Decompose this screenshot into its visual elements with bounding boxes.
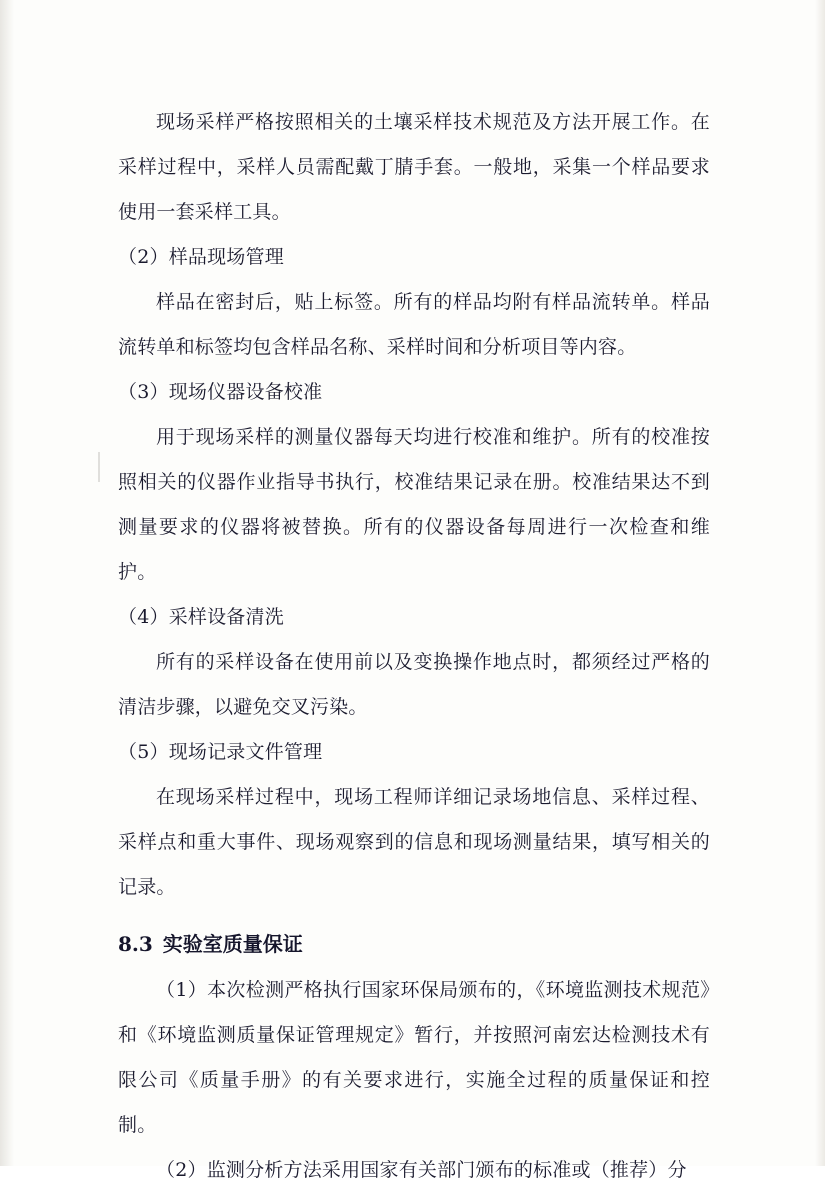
paragraph: 用于现场采样的测量仪器每天均进行校准和维护。所有的校准按照相关的仪器作业指导书执行，校准结果记录在册。校准结果达不到测量要求的仪器将被替换。所有的仪器设备每周进行一次检查和维护。 bbox=[118, 426, 710, 583]
paragraph: 在现场采样过程中，现场工程师详细记录场地信息、采样过程、采样点和重大事件、现场观察到的信息和现场测量结果，填写相关的记录。 bbox=[118, 786, 710, 898]
paragraph-block-upper bbox=[118, 100, 710, 910]
list-item-title: （4）采样设备清洗 bbox=[118, 606, 284, 628]
paragraph: 现场采样严格按照相关的土壤采样技术规范及方法开展工作。在采样过程中，采样人员需配戴丁腈手套。一般地，采集一个样品要求使用一套采样工具。 bbox=[118, 111, 710, 223]
paragraph: 样品在密封后，贴上标签。所有的样品均附有样品流转单。样品流转单和标签均包含样品名称、采样时间和分析项目等内容。 bbox=[118, 291, 710, 358]
section-heading bbox=[118, 920, 710, 968]
paragraph: （2）监测分析方法采用国家有关部门颁布的标准或（推荐）分 bbox=[156, 1159, 687, 1181]
paragraph-block-lower bbox=[118, 968, 710, 1193]
page-content bbox=[118, 100, 710, 1193]
paragraph: 所有的采样设备在使用前以及变换操作地点时，都须经过严格的清洁步骤，以避免交叉污染。 bbox=[118, 651, 710, 718]
list-item-title: （2）样品现场管理 bbox=[118, 246, 284, 268]
section-title: 实验室质量保证 bbox=[162, 932, 303, 956]
list-item-title: （5）现场记录文件管理 bbox=[118, 741, 323, 763]
section-number: 8.3 bbox=[118, 932, 153, 956]
paragraph: （1）本次检测严格执行国家环保局颁布的，《环境监测技术规范》和《环境监测质量保证管理规定》暂行，并按照河南宏达检测技术有限公司《质量手册》的有关要求进行，实施全过程的质量保证和控制。 bbox=[118, 979, 710, 1136]
list-item-title: （3）现场仪器设备校准 bbox=[118, 381, 323, 403]
page-margin-mark bbox=[98, 452, 100, 482]
